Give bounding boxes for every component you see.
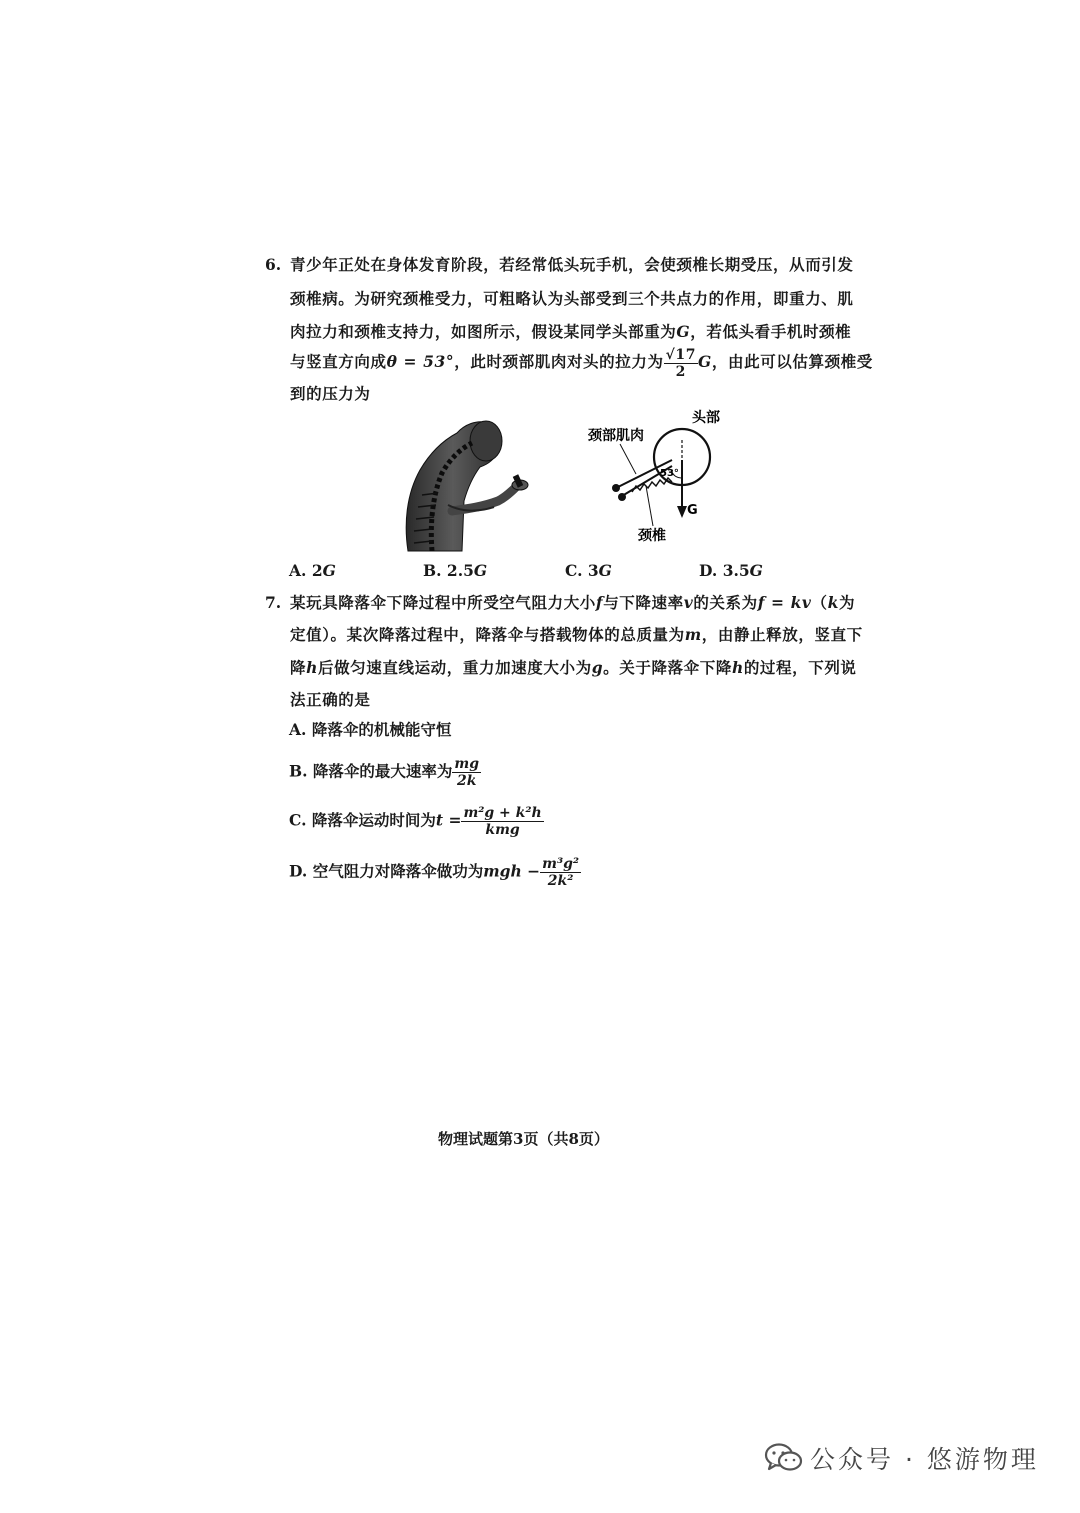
text-span: （: [811, 593, 828, 612]
text-span: 与下降速率: [603, 593, 684, 612]
variable-h: h: [731, 658, 744, 677]
text-span: ，由此可以估算颈椎受: [711, 352, 873, 371]
option-letter: C.: [289, 810, 307, 830]
fraction-numerator: √17: [665, 346, 697, 363]
spine-label: 颈椎: [638, 528, 666, 544]
option-letter: D.: [289, 861, 308, 881]
text-span: 后做匀速直线运动，重力加速度大小为: [317, 658, 592, 677]
fraction: [664, 347, 698, 380]
fraction-denominator: 2k: [457, 773, 477, 789]
variable-g: G: [322, 561, 336, 580]
wechat-icon: [764, 1442, 804, 1474]
option-value: 3.5: [722, 561, 750, 580]
option-letter: A.: [289, 720, 307, 739]
angle-label: 53°: [660, 468, 679, 479]
text-span: 某玩具降落伞下降过程中所受空气阻力大小: [290, 593, 596, 612]
question-text-line: [290, 593, 855, 613]
equation-lhs: mgh −: [483, 861, 541, 881]
fraction-denominator: 2k²: [547, 873, 574, 889]
fraction: [540, 856, 581, 889]
question-text-line: 法正确的是: [290, 690, 371, 709]
option-text: 空气阻力对降落伞做功为: [312, 861, 484, 881]
angle-theta: θ = 53°: [386, 352, 455, 371]
question-text-line: [290, 322, 851, 342]
option-d: [289, 856, 581, 889]
variable-g: G: [473, 561, 488, 580]
variable-g: G: [676, 322, 691, 341]
variable-g: g: [591, 658, 604, 677]
page-footer: 物理试题第3页（共8页）: [438, 1130, 609, 1148]
text-span: 定值）。某次降落过程中，降落伞与搭载物体的总质量为: [290, 625, 685, 644]
text-span: 肉拉力和颈椎支持力，如图所示，假设某同学头部重为: [290, 322, 677, 341]
option-letter: A.: [289, 561, 307, 580]
option-text: 降落伞的最大速率为: [312, 761, 453, 781]
option-value: 2.5: [446, 561, 474, 580]
question-text-line: 青少年正处在身体发育阶段，若经常低头玩手机，会使颈椎长期受压，从而引发: [290, 255, 854, 274]
variable-g: G: [698, 352, 712, 371]
option-letter: B.: [289, 761, 308, 781]
text-span: 的过程，下列说: [743, 658, 857, 677]
fraction-denominator: 2: [675, 363, 686, 380]
question-text-line: [290, 625, 863, 645]
option-letter: B.: [423, 561, 442, 580]
option-letter: C.: [565, 561, 583, 580]
text-span: 为: [838, 593, 856, 612]
variable-v: v: [683, 593, 694, 612]
force-diagram: [560, 400, 760, 560]
gravity-label: G: [687, 503, 698, 518]
watermark-text: 公众号 · 悠游物理: [810, 1445, 1039, 1474]
equation-lhs: t =: [435, 810, 462, 830]
variable-k: k: [827, 593, 839, 612]
text-span: 与竖直方向成: [290, 352, 387, 371]
variable-h: h: [306, 658, 318, 677]
text-span: 降: [290, 658, 307, 677]
head-label: 头部: [692, 410, 720, 426]
option-a: [289, 718, 451, 740]
fraction: [461, 805, 543, 838]
text-span: ，由静止释放，竖直下: [701, 625, 863, 644]
variable-g: G: [598, 561, 612, 580]
variable-m: m: [684, 625, 702, 644]
fraction: [452, 756, 481, 789]
equation: f = kv: [757, 593, 812, 612]
option-value: 3: [587, 561, 599, 580]
question-text-line: 颈椎病。为研究颈椎受力，可粗略认为头部受到三个共点力的作用，即重力、肌: [290, 289, 854, 308]
text-span: ，此时颈部肌肉对头的拉力为: [454, 352, 664, 371]
fraction-numerator: m³g²: [542, 856, 579, 872]
muscle-label: 颈部肌肉: [588, 428, 644, 444]
question-number: 6.: [265, 255, 282, 274]
question-text-line: 到的压力为: [290, 384, 371, 403]
fraction-denominator: kmg: [485, 822, 520, 838]
option-b: [289, 756, 481, 789]
option-d: [699, 561, 763, 580]
text-span: 。关于降落伞下降: [603, 658, 732, 677]
variable-f: f: [595, 593, 604, 612]
option-c: [565, 561, 612, 580]
option-letter: D.: [699, 561, 718, 580]
question-text-line: [290, 658, 857, 678]
text-span: 的关系为: [693, 593, 758, 612]
text-span: ，若低头看手机时颈椎: [690, 322, 852, 341]
arrow-down-icon: [677, 506, 687, 518]
question-number: 7.: [265, 593, 282, 612]
option-c: [289, 805, 544, 838]
option-a: [289, 561, 336, 580]
fraction-numerator: m²g + k²h: [463, 805, 542, 821]
option-text: 降落伞的机械能守恒: [311, 720, 452, 739]
person-looking-at-phone-figure: [402, 415, 537, 555]
option-value: 2: [311, 561, 323, 580]
fraction-numerator: mg: [454, 756, 480, 772]
option-b: [423, 561, 487, 580]
option-text: 降落伞运动时间为: [311, 810, 436, 830]
question-text-line: [290, 345, 873, 380]
variable-g: G: [749, 561, 763, 580]
